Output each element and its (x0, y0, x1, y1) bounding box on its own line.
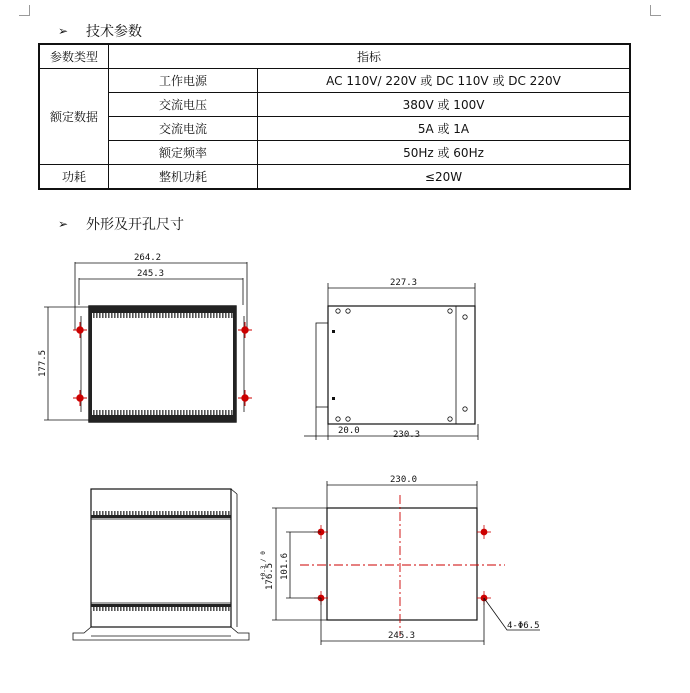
side-width-top-label: 227.3 (390, 278, 418, 288)
header-cell-spec: 指标 (109, 44, 631, 69)
group-cell-rated: 额定数据 (39, 69, 109, 165)
param-value: 50Hz 或 60Hz (258, 141, 631, 165)
cutout-height-tolerance-label: +0.3 / 0 (260, 551, 267, 580)
param-name: 交流电流 (109, 117, 258, 141)
param-name: 交流电压 (109, 93, 258, 117)
section-title: 技术参数 (86, 24, 142, 40)
param-name: 整机功耗 (109, 165, 258, 190)
top-view (73, 489, 249, 640)
header-cell-type: 参数类型 (39, 44, 109, 69)
front-width-inner-label: 245.3 (137, 269, 165, 279)
cutout-holes-label: 4-Φ6.5 (507, 621, 540, 631)
arrow-bullet-icon: ➢ (58, 217, 69, 231)
param-value: AC 110V/ 220V 或 DC 110V 或 DC 220V (258, 69, 631, 93)
front-view (38, 253, 252, 422)
cutout-height-inner-label: 101.6 (280, 552, 290, 580)
cutout-height-outer-label: 176.5 (265, 562, 275, 590)
param-name: 额定频率 (109, 141, 258, 165)
front-height-label: 177.5 (38, 349, 48, 377)
param-value: 5A 或 1A (258, 117, 631, 141)
param-name: 工作电源 (109, 69, 258, 93)
cutout-width-bottom-label: 245.3 (388, 631, 416, 641)
cutout-view (260, 475, 540, 645)
front-width-outer-label: 264.2 (134, 253, 162, 263)
arrow-bullet-icon: ➢ (58, 24, 69, 38)
param-value: ≤20W (258, 165, 631, 190)
section-title: 外形及开孔尺寸 (86, 217, 184, 233)
side-left-label: 20.0 (338, 426, 360, 436)
group-cell-power: 功耗 (39, 165, 109, 190)
param-value: 380V 或 100V (258, 93, 631, 117)
side-width-bottom-label: 230.3 (393, 430, 421, 440)
side-view (304, 278, 478, 440)
cutout-width-top-label: 230.0 (390, 475, 418, 485)
